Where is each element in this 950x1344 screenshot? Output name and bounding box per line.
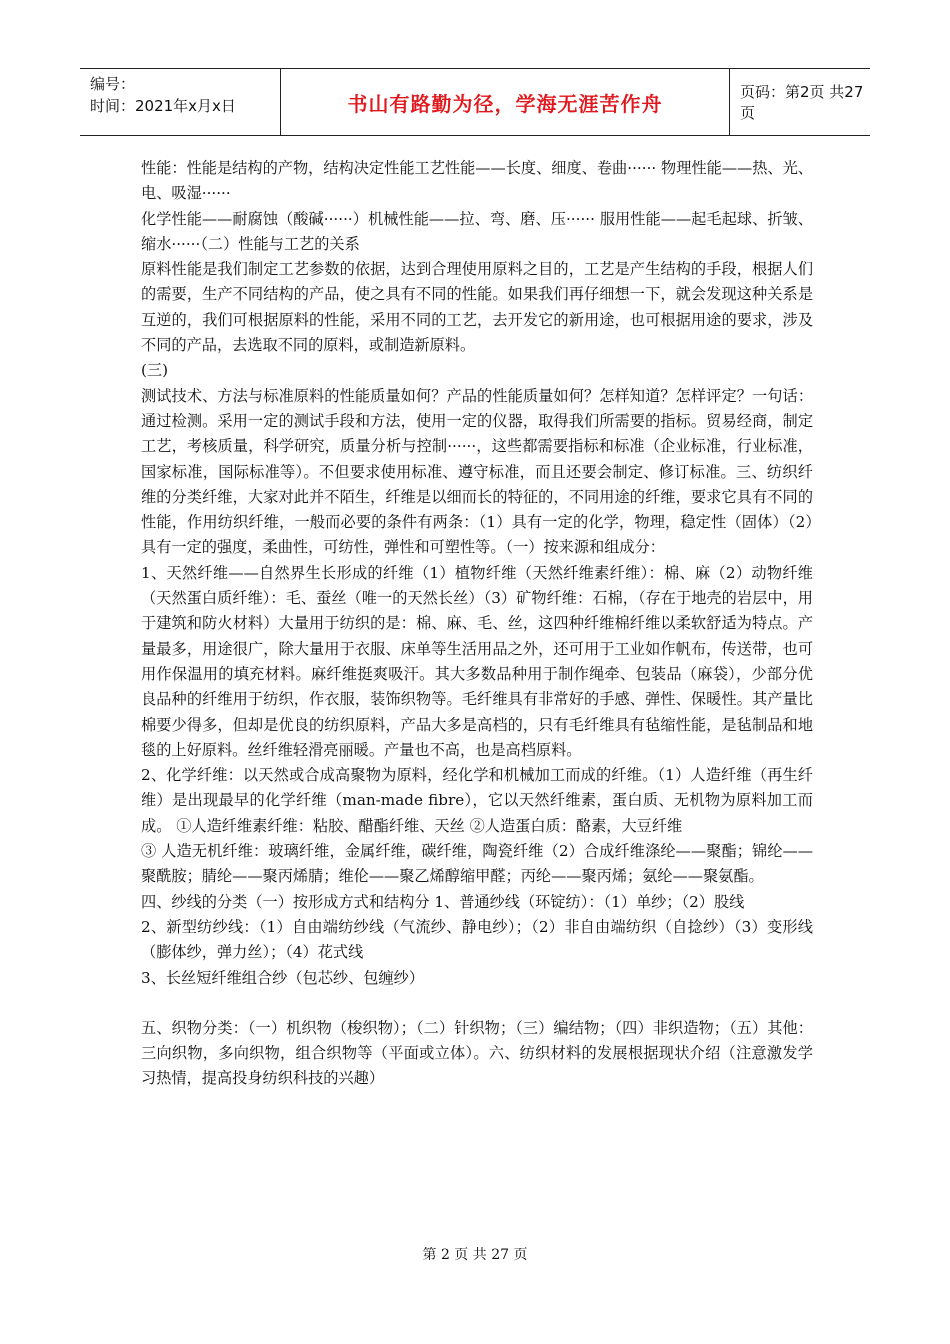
paragraph: 原料性能是我们制定工艺参数的依据，达到合理使用原料之目的，工艺是产生结构的手段，根据人们的需要，生产不同结构的产品，使之具有不同的性能。如果我们再仔细想一下，就会发现这种关系是互逆的，我们可根据原料的性能，采用不同的工艺，去开发它的新用途，也可根据用途的要求，涉及不同的产品，去选取不同的原料，或制造新原料。 xyxy=(141,260,813,355)
time-label: 时间：2021年x月x日 xyxy=(90,97,236,115)
document-body xyxy=(141,156,813,1092)
paragraph: ③ 人造无机纤维：玻璃纤维，金属纤维，碳纤维，陶瓷纤维（2）合成纤维涤纶——聚酯；锦纶——聚酰胺；腈纶——聚丙烯腈；维伦——聚乙烯醇缩甲醛；丙纶——聚丙烯；氨纶——聚氨酯。 xyxy=(141,842,813,886)
page-header xyxy=(80,68,870,136)
paragraph: 3、长丝短纤维组合纱（包芯纱、包缠纱） xyxy=(141,968,425,987)
paragraph: 2、化学纤维：以天然或合成高聚物为原料，经化学和机械加工而成的纤维。（1）人造纤维（再生纤维）是出现最早的化学纤维（man-made fibre），它以天然纤维素，蛋白质、无机物为原料加工而成。 ①人造纤维素纤维：粘胶、醋酯纤维、天丝 ②人造蛋白质：酪素，大豆纤维 xyxy=(141,766,813,835)
paragraph: 2、新型纺纱线：（1）自由端纺纱线（气流纱、静电纱）；（2）非自由端纺织（自捻纱）（3）变形线（膨体纱，弹力丝）；（4）花式线 xyxy=(141,917,813,962)
paragraph: 1、天然纤维——自然界生长形成的纤维（1）植物纤维（天然纤维素纤维）：棉、麻（2）动物纤维（天然蛋白质纤维）：毛、蚕丝（唯一的天然长丝）（3）矿物纤维：石棉，（存在于地壳的岩层中，用于建筑和防火材料）大量用于纺织的是：棉、麻、毛、丝，这四种纤维棉纤维以柔软舒适为特点。产量最多，用途很广，除大量用于衣服、床单等生活用品之外，还可用于工业如作帆布，传送带，也可用作保温用的填充材料。麻纤维挺爽吸汗。其大多数品种用于制作绳牵、包装品（麻袋），少部分优良品种的纤维用于纺织，作衣服，装饰织物等。毛纤维具有非常好的手感、弹性、保暖性。其产量比棉要少得多，但却是优良的纺织原料，产品大多是高档的，只有毛纤维具有毡缩性能，是毡制品和地毯的上好原料。丝纤维轻滑亮丽暖。产量也不高，也是高档原料。 xyxy=(141,563,813,759)
code-label: 编号： xyxy=(90,75,136,93)
paragraph: 五、织物分类：（一）机织物（梭织物）；（二）针织物；（三）编结物；（四）非织造物；（五）其他：三向织物，多向织物，组合织物等（平面或立体）。六、纺织材料的发展根据现状介绍（注意激发学习热情，提高投身纺织科技的兴趣） xyxy=(141,1018,813,1088)
paragraph: 化学性能——耐腐蚀（酸碱······）机械性能——拉、弯、磨、压······ 服用性能——起毛起球、折皱、缩水······（二）性能与工艺的关系 xyxy=(141,209,813,253)
paragraph: 性能：性能是结构的产物，结构决定性能工艺性能——长度、细度、卷曲······ 物理性能——热、光、电、吸湿······ xyxy=(141,159,813,203)
paragraph: 测试技术、方法与标准原料的性能质量如何？产品的性能质量如何？怎样知道？怎样评定？一句话：通过检测。采用一定的测试手段和方法，使用一定的仪器，取得我们所需要的指标。贸易经商，制定工艺，考核质量，科学研究，质量分析与控制······，这些都需要指标和标准（企业标准，行业标准，国家标准，国际标准等）。不但要求使用标准、遵守标准，而且还要会制定、修订标准。三、纺织纤维的分类纤维，大家对此并不陌生，纤维是以细而长的特征的，不同用途的纤维，要求它具有不同的性能，作用纺织纤维，一般而必要的条件有两条：（1）具有一定的化学，物理，稳定性（固体）（2）具有一定的强度，柔曲性，可纺性，弹性和可塑性等。（一）按来源和组成分： xyxy=(141,386,813,557)
motto: 书山有路勤为径，学海无涯苦作舟 xyxy=(280,69,730,135)
page-footer: 第 2 页 共 27 页 xyxy=(422,1247,528,1263)
paragraph: (三) xyxy=(141,361,169,380)
header-left xyxy=(90,73,280,117)
paragraph: 四、纱线的分类（一）按形成方式和结构分 1、普通纱线（环锭纺）：（1）单纱；（2）股线 xyxy=(141,892,745,911)
page-label: 页码：第2页 共27页 xyxy=(740,83,864,122)
blank-line xyxy=(141,991,813,1016)
